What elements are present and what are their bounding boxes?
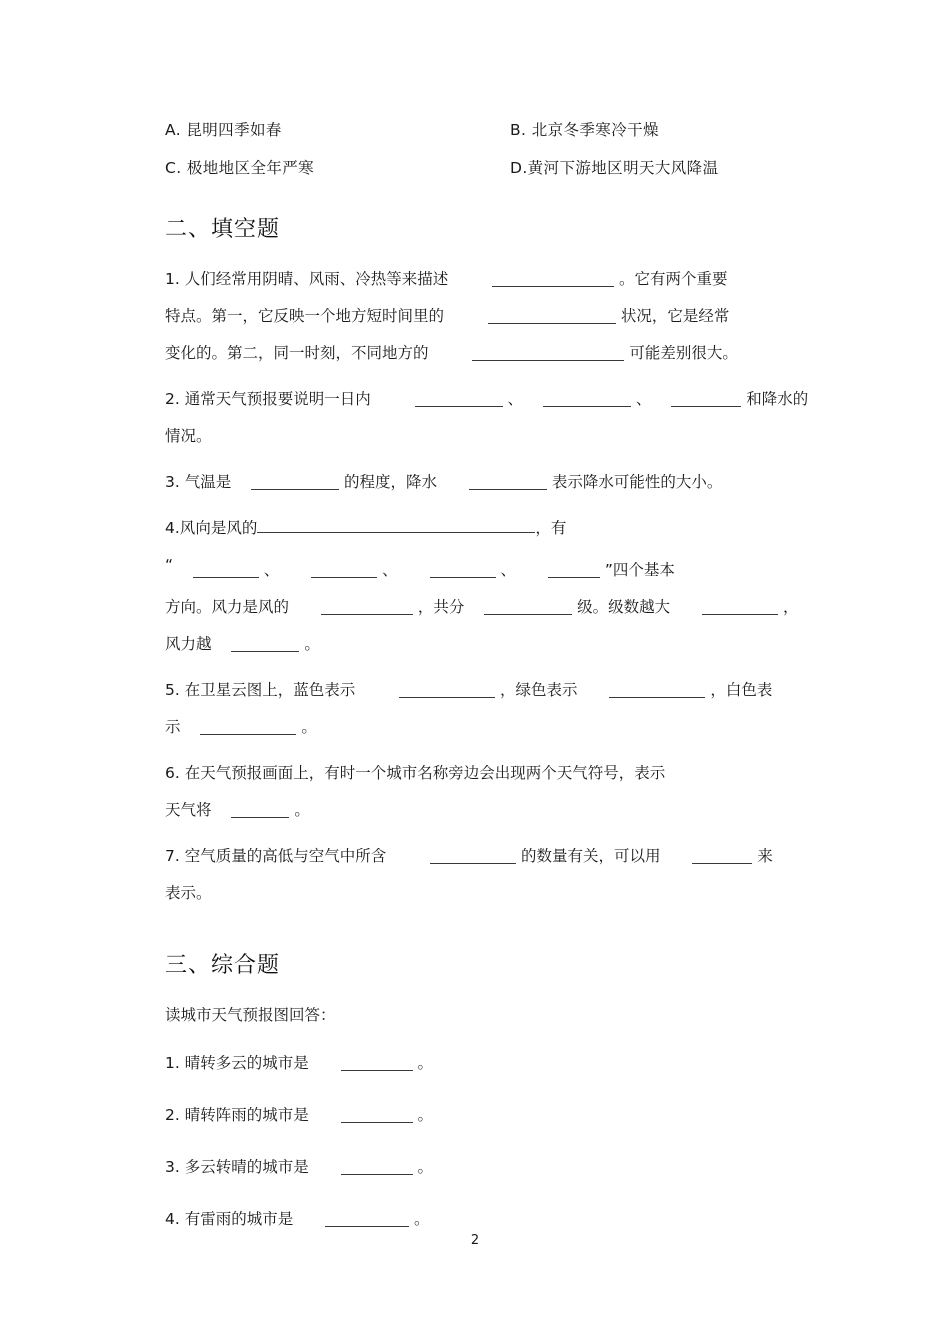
question-4-word-3: 是 xyxy=(210,518,227,537)
question-6 xyxy=(165,755,790,829)
question-1-text-d: 状况，它是经常 xyxy=(620,306,730,325)
blank-q5-2[interactable] xyxy=(609,680,705,698)
blank-q4-3[interactable] xyxy=(311,560,377,578)
section3-question-2-period: 。 xyxy=(417,1106,434,1125)
question-1-text-f: 可能差别很大。 xyxy=(629,343,738,362)
section3-question-3 xyxy=(165,1150,790,1184)
blank-q3-2[interactable] xyxy=(469,472,547,490)
question-4-close-quote: ”四个基本 xyxy=(604,560,675,579)
question-6-line-1 xyxy=(165,755,790,792)
blank-q1-3[interactable] xyxy=(472,343,624,361)
page-content xyxy=(165,118,809,1254)
question-2-text-a: 2. 通常天气预报要说明一日内 xyxy=(165,389,371,408)
question-4-text-c: 级。级数越大 xyxy=(577,597,671,616)
question-1-text-a: 1. 人们经常用阴晴、风雨、冷热等来描述 xyxy=(165,269,449,288)
question-4-text-a: 方向。风力是风的 xyxy=(165,597,290,616)
blank-q4-1[interactable] xyxy=(257,515,535,533)
question-1-text-e: 变化的。第二，同一时刻，不同地方的 xyxy=(165,343,429,362)
question-5-text-b: ，绿色表示 xyxy=(500,680,578,699)
question-4-text-d: ， xyxy=(782,597,799,616)
question-6-text-a: 6. 在天气预报画面上，有时一个城市名称旁边会出现两个天气符号，表示 xyxy=(165,763,666,782)
blank-q4-5[interactable] xyxy=(548,560,600,578)
question-4-line-4 xyxy=(165,626,790,663)
question-3-text-c: 表示降水可能性的大小。 xyxy=(551,472,723,491)
section3-lead-in: 读城市天气预报图回答： xyxy=(165,1006,336,1025)
question-4-text-tail: 有 xyxy=(550,518,567,537)
question-4-open-quote: “ xyxy=(165,555,174,574)
blank-q4-8[interactable] xyxy=(702,597,778,615)
question-4-separator-1: 、 xyxy=(263,560,280,579)
blank-q3-1[interactable] xyxy=(251,472,339,490)
question-6-text-c: 。 xyxy=(294,800,310,819)
question-5-text-a: 5. 在卫星云图上，蓝色表示 xyxy=(165,680,356,699)
question-1-text-c: 特点。第一，它反映一个地方短时间里的 xyxy=(165,306,445,325)
choice-option-b: B. 北京冬季寒冷干燥 xyxy=(510,121,659,139)
blank-q4-2[interactable] xyxy=(193,560,259,578)
question-3-line-1 xyxy=(165,464,790,501)
question-7-text-a: 7. 空气质量的高低与空气中所含 xyxy=(165,846,387,865)
question-2-separator-1: 、 xyxy=(507,389,524,408)
question-5-text-e: 。 xyxy=(301,717,317,736)
section3-question-1 xyxy=(165,1046,790,1080)
question-4-number: 4. xyxy=(165,518,180,537)
section3-question-4 xyxy=(165,1202,790,1236)
section3-question-4-period: 。 xyxy=(414,1210,430,1229)
question-4 xyxy=(165,510,799,663)
question-2-line-2 xyxy=(165,418,790,455)
question-3 xyxy=(165,464,790,501)
question-2 xyxy=(165,381,809,455)
question-4-line-3 xyxy=(165,589,799,626)
choice-option-a: A. 昆明四季如春 xyxy=(165,121,282,139)
blank-s3-q4[interactable] xyxy=(325,1209,409,1227)
question-1-text-b: 。它有两个重要 xyxy=(619,269,728,288)
blank-q2-2[interactable] xyxy=(543,389,631,407)
question-4-word-4: 风 xyxy=(226,518,242,537)
question-5-text-d: 示 xyxy=(165,717,181,736)
question-5-line-2 xyxy=(165,709,790,746)
question-6-line-2 xyxy=(165,792,790,829)
blank-q4-6[interactable] xyxy=(321,597,413,615)
blank-q7-2[interactable] xyxy=(692,846,752,864)
section3-question-1-period: 。 xyxy=(417,1054,434,1073)
section-heading-comprehensive: 三、综合题 xyxy=(165,952,281,978)
blank-q1-2[interactable] xyxy=(488,306,616,324)
blank-q2-1[interactable] xyxy=(415,389,503,407)
question-7-text-c: 来 xyxy=(757,846,773,865)
section3-question-2 xyxy=(165,1098,790,1132)
question-4-text-f: 。 xyxy=(304,634,320,653)
question-1-line-1 xyxy=(165,261,790,298)
question-2-separator-2: 、 xyxy=(635,389,652,408)
question-2-text-c: 情况。 xyxy=(165,426,212,445)
question-4-separator-2: 、 xyxy=(382,560,398,579)
section3-question-1-text: 1. 晴转多云的城市是 xyxy=(165,1054,309,1073)
section-heading-fill-in-blanks: 二、填空题 xyxy=(165,217,281,242)
section3-question-3-period: 。 xyxy=(417,1158,434,1177)
question-2-text-b: 和降水的 xyxy=(746,389,809,408)
blank-q1-1[interactable] xyxy=(492,269,614,287)
blank-q4-7[interactable] xyxy=(484,597,572,615)
blank-q5-1[interactable] xyxy=(399,680,495,698)
question-5 xyxy=(165,672,790,746)
blank-q5-3[interactable] xyxy=(200,717,296,735)
question-4-line-1 xyxy=(165,510,790,547)
section3-question-2-text: 2. 晴转阵雨的城市是 xyxy=(165,1106,309,1125)
section3-question-3-text: 3. 多云转晴的城市是 xyxy=(165,1158,309,1177)
blank-s3-q3[interactable] xyxy=(341,1157,413,1175)
question-7-line-1 xyxy=(165,838,790,875)
blank-q6-1[interactable] xyxy=(231,800,289,818)
question-1-line-2 xyxy=(165,298,790,335)
question-5-text-c: ，白色表 xyxy=(710,680,773,699)
question-4-text-comma: ， xyxy=(535,518,551,537)
question-7-line-2 xyxy=(165,875,790,912)
question-4-text-e: 风力越 xyxy=(165,634,212,653)
question-4-word-2: 向 xyxy=(195,518,211,537)
choice-row-ab xyxy=(165,118,790,156)
question-7-text-d: 表示。 xyxy=(165,883,212,902)
question-3-text-a: 3. 气温是 xyxy=(165,472,232,491)
blank-s3-q1[interactable] xyxy=(341,1053,413,1071)
blank-q4-9[interactable] xyxy=(231,634,299,652)
question-1 xyxy=(165,261,790,372)
question-4-word-5: 的 xyxy=(241,518,258,537)
page-number: 2 xyxy=(470,1233,480,1248)
choice-option-d: D.黄河下游地区明天大风降温 xyxy=(510,159,719,177)
question-7 xyxy=(165,838,790,912)
question-5-line-1 xyxy=(165,672,790,709)
blank-q4-4[interactable] xyxy=(430,560,496,578)
section3-question-4-text: 4. 有雷雨的城市是 xyxy=(165,1210,294,1229)
blank-q2-3[interactable] xyxy=(671,389,741,407)
question-4-line-2 xyxy=(165,547,790,589)
choice-option-c: C. 极地地区全年严寒 xyxy=(165,159,315,177)
question-4-word-1: 风 xyxy=(179,518,196,537)
question-4-separator-3: 、 xyxy=(500,560,517,579)
question-2-line-1 xyxy=(165,381,809,418)
question-1-line-3 xyxy=(165,335,790,372)
question-3-text-b: 的程度，降水 xyxy=(344,472,438,491)
question-7-text-b: 的数量有关，可以用 xyxy=(521,846,661,865)
question-4-text-b: ，共分 xyxy=(417,597,465,616)
blank-q7-1[interactable] xyxy=(430,846,516,864)
blank-s3-q2[interactable] xyxy=(341,1105,413,1123)
choice-row-cd xyxy=(165,156,790,194)
question-6-text-b: 天气将 xyxy=(165,800,212,819)
